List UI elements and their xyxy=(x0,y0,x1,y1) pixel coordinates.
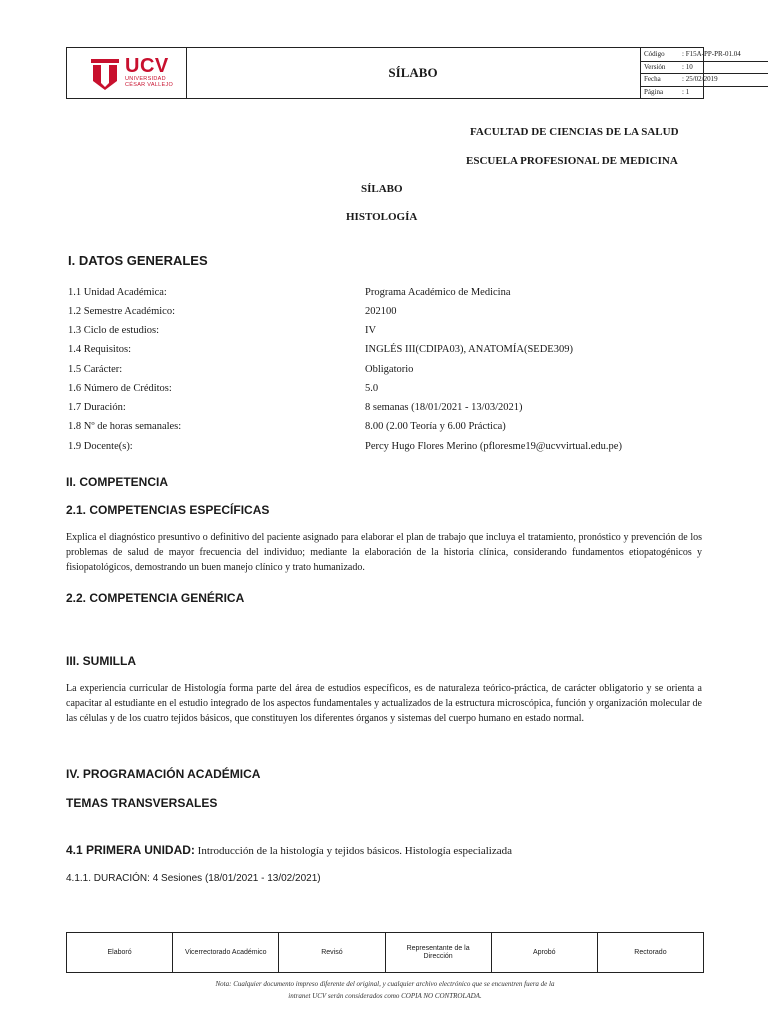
sumilla-text: La experiencia curricular de Histología forma parte del área de estudios específicos, es de naturaleza teórico-práctica, de carácter obligatorio y se orienta a capacitar al estudiante en el estudio integrado de los aspectos fundamentales y actualizados de la estructura microscópica, función y organización molecular de las células y de los cuatro tejidos básicos, que constituyen los diferentes órganos y sistemas del cuerpo humano en estado normal. xyxy=(66,683,702,724)
unit-duration: 4.1.1. DURACIÓN: 4 Sesiones (18/01/2021 - 13/02/2021) xyxy=(66,873,321,884)
meta-border xyxy=(638,47,704,99)
course-title: HISTOLOGÍA xyxy=(346,211,418,223)
logo-sub2: CÉSAR VALLEJO xyxy=(125,82,174,88)
faculty-title: FACULTAD DE CIENCIAS DE LA SALUD xyxy=(470,126,679,138)
logo-wordmark xyxy=(125,56,173,88)
general-data-value: 8.00 (2.00 Teoría y 6.00 Práctica) xyxy=(365,421,506,432)
general-data-label: 1.6 Número de Créditos: xyxy=(68,383,172,394)
competencia-generica-title: 2.2. COMPETENCIA GENÉRICA xyxy=(66,591,245,605)
general-data-value: Programa Académico de Medicina xyxy=(365,287,511,298)
logo-brand: UCV xyxy=(125,55,169,77)
competencias-especificas-text: Explica el diagnóstico presuntivo o definitivo del paciente asignado para elaborar el plan de trabajo que incluya el tratamiento, pronóstico y prevención de los problemas de salud de mayor frecuencia del individuo; mediante la elaboración de la historia clínica, considerando fundamentos etiopatogénicos y fisiopatológicos, demostrando un buen manejo clínico y trato humanizado. xyxy=(66,532,702,573)
meta-key: Versión xyxy=(644,62,666,71)
header-title: SÍLABO xyxy=(186,48,641,98)
section-sumilla-title: III. SUMILLA xyxy=(66,654,136,668)
document-header xyxy=(66,47,741,99)
general-data-value: INGLÉS III(CDIPA03), ANATOMÍA(SEDE309) xyxy=(365,344,573,355)
doc-type-title: SÍLABO xyxy=(361,183,403,195)
approval-cell: Elaboró xyxy=(67,933,173,972)
ucv-shield-icon xyxy=(89,57,121,91)
competencias-especificas-title: 2.1. COMPETENCIAS ESPECÍFICAS xyxy=(66,503,270,517)
meta-value: : 1 xyxy=(682,87,690,96)
section-competencia-title: II. COMPETENCIA xyxy=(66,475,169,489)
approval-cell: Vicerrectorado Académico xyxy=(173,933,279,972)
general-data-value: IV xyxy=(365,325,377,336)
approval-cell: Representante de la Dirección xyxy=(386,933,492,972)
unit-heading xyxy=(66,843,512,857)
meta-value: : F15A-PP-PR-01.04 xyxy=(682,50,741,58)
footer-note-line: intranet UCV serán considerados como COPIA NO CONTROLADA. xyxy=(288,992,482,1000)
general-data-label: 1.2 Semestre Académico: xyxy=(68,306,176,317)
section-datos-generales-title: I. DATOS GENERALES xyxy=(68,253,208,268)
temas-transversales-title: TEMAS TRANSVERSALES xyxy=(66,796,218,810)
logo-cell xyxy=(67,48,187,98)
general-data-value: Percy Hugo Flores Merino (pfloresme19@ucvvirtual.edu.pe) xyxy=(365,441,622,452)
general-data-value: Obligatorio xyxy=(365,364,414,375)
approval-cell: Rectorado xyxy=(634,948,667,956)
approval-cell: Aprobó xyxy=(492,933,598,972)
general-data-label: 1.3 Ciclo de estudios: xyxy=(68,325,159,336)
meta-value: : 25/02/2019 xyxy=(682,75,718,83)
unit-label: 4.1 PRIMERA UNIDAD: xyxy=(66,843,195,857)
general-data-label: 1.9 Docente(s): xyxy=(68,441,133,452)
general-data-label: 1.4 Requisitos: xyxy=(68,344,132,355)
meta-key: Página xyxy=(644,87,664,96)
logo-sub1: UNIVERSIDAD xyxy=(125,76,166,82)
general-data-label: 1.7 Duración: xyxy=(68,402,126,413)
approval-cell: Revisó xyxy=(279,933,385,972)
section-programacion-title: IV. PROGRAMACIÓN ACADÉMICA xyxy=(66,767,261,781)
unit-text: Introducción de la histología y tejidos básicos. Histología especializada xyxy=(197,845,512,857)
general-data-label: 1.5 Carácter: xyxy=(68,364,123,375)
school-title: ESCUELA PROFESIONAL DE MEDICINA xyxy=(466,155,678,167)
meta-key: Código xyxy=(644,50,665,58)
meta-value: : 10 xyxy=(682,62,693,71)
meta-key: Fecha xyxy=(644,75,661,83)
footer-note xyxy=(66,978,704,1002)
approval-table xyxy=(66,932,704,973)
general-data-value: 8 semanas (18/01/2021 - 13/03/2021) xyxy=(365,402,523,413)
general-data-label: 1.1 Unidad Académica: xyxy=(68,287,167,298)
general-data-label: 1.8 Nº de horas semanales: xyxy=(68,421,182,432)
general-data-value: 5.0 xyxy=(365,383,379,394)
general-data-value: 202100 xyxy=(365,306,397,317)
footer-note-line: Nota: Cualquier documento impreso diferente del original, y cualquier archivo electrónico que se encuentren fuera de la xyxy=(215,980,555,988)
